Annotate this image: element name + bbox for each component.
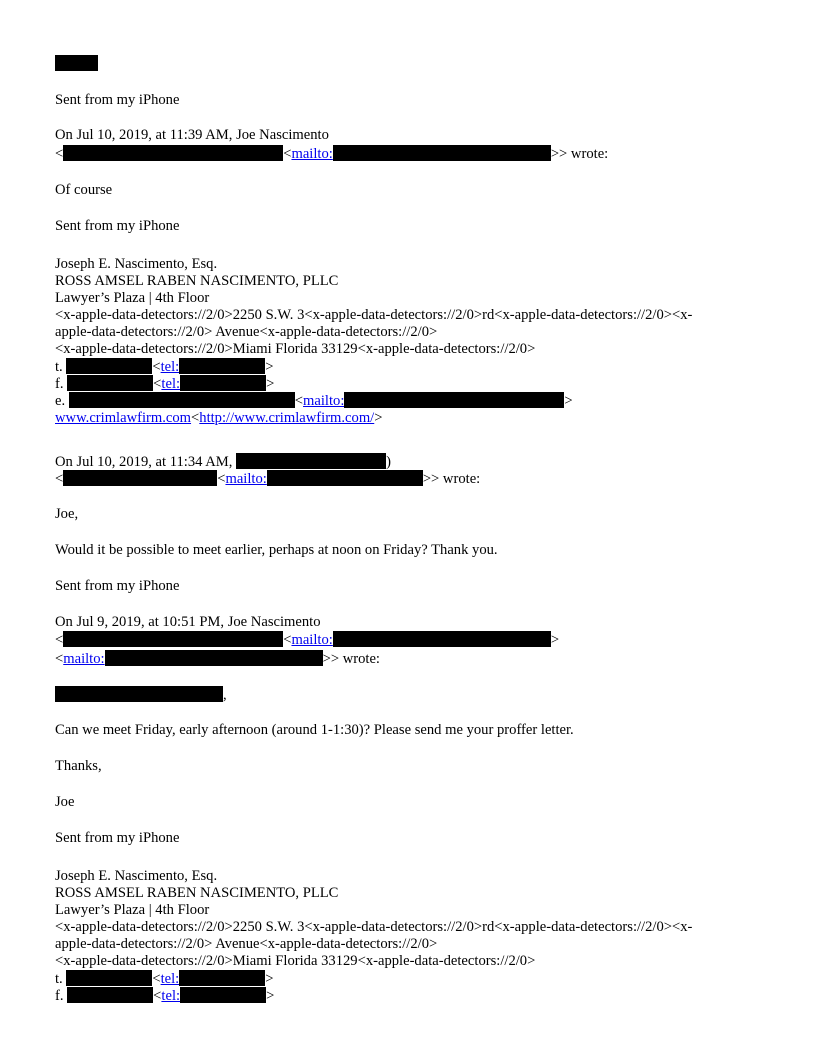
email-header-line: On Jul 10, 2019, at 11:39 AM, Joe Nascimento	[55, 127, 329, 143]
signature-address-line: <x-apple-data-detectors://2/0>Miami Florida 33129<x-apple-data-detectors://2/0>	[55, 953, 536, 969]
email-body: Would it be possible to meet earlier, perhaps at noon on Friday? Thank you.	[55, 542, 498, 558]
email-body: Of course	[55, 182, 113, 198]
redacted-email	[333, 145, 551, 161]
signature-address-line: apple-data-detectors://2/0> Avenue<x-apple-data-detectors://2/0>	[55, 936, 438, 952]
redacted-email	[69, 392, 295, 408]
mailto-link[interactable]: mailto:	[225, 471, 267, 487]
sent-from-line: Sent from my iPhone	[55, 92, 180, 108]
redacted-name-top	[55, 55, 98, 73]
website-link[interactable]: www.crimlawfirm.com	[55, 410, 192, 426]
redacted-email	[105, 650, 323, 666]
redacted-email	[267, 470, 423, 486]
signature-building: Lawyer’s Plaza | 4th Floor	[55, 902, 210, 918]
signature-firm: ROSS AMSEL RABEN NASCIMENTO, PLLC	[55, 273, 339, 289]
mailto-link[interactable]: mailto:	[303, 393, 345, 409]
redacted-phone	[66, 970, 152, 986]
redacted-email	[63, 470, 217, 486]
redacted-name	[236, 453, 386, 469]
signature-building: Lawyer’s Plaza | 4th Floor	[55, 290, 210, 306]
signature-fax-line: f. <tel: >	[55, 988, 275, 1004]
redacted-email	[63, 631, 283, 647]
tel-link[interactable]: tel:	[161, 376, 181, 392]
signature-address-line: <x-apple-data-detectors://2/0>Miami Florida 33129<x-apple-data-detectors://2/0>	[55, 341, 536, 357]
email-header-line: On Jul 10, 2019, at 11:34 AM, )	[55, 454, 391, 470]
redacted-email	[344, 392, 564, 408]
mailto-link[interactable]: mailto:	[291, 632, 333, 648]
signature-address-line: <x-apple-data-detectors://2/0>2250 S.W. 3<x-apple-data-detectors://2/0>rd<x-apple-data-detectors://2/0><x-	[55, 919, 693, 935]
signature-phone-line: t. <tel: >	[55, 359, 274, 375]
tel-link[interactable]: tel:	[160, 359, 180, 375]
signature-email-line: e. <mailto: >	[55, 393, 573, 409]
redacted-name	[55, 686, 223, 702]
redacted-phone	[66, 358, 152, 374]
email-header-address-line: < <mailto: >	[55, 632, 560, 648]
signature-fax-line: f. <tel: >	[55, 376, 275, 392]
signature-address-line: apple-data-detectors://2/0> Avenue<x-apple-data-detectors://2/0>	[55, 324, 438, 340]
redacted-email	[63, 145, 283, 161]
signature-phone-line: t. <tel: >	[55, 971, 274, 987]
sent-from-line: Sent from my iPhone	[55, 218, 180, 234]
redacted-phone	[180, 987, 266, 1003]
email-signoff: Joe	[55, 794, 75, 810]
signature-website-line: www.crimlawfirm.com<http://www.crimlawfirm.com/>	[55, 410, 383, 426]
redacted-phone	[180, 375, 266, 391]
signature-name: Joseph E. Nascimento, Esq.	[55, 256, 218, 272]
email-header-address-line: < <mailto: >> wrote:	[55, 146, 609, 162]
mailto-link[interactable]: mailto:	[63, 651, 105, 667]
mailto-link[interactable]: mailto:	[291, 146, 333, 162]
email-header-address-line: < <mailto: >> wrote:	[55, 471, 481, 487]
signature-address-line: <x-apple-data-detectors://2/0>2250 S.W. 3<x-apple-data-detectors://2/0>rd<x-apple-data-detectors://2/0><x-	[55, 307, 693, 323]
sent-from-line: Sent from my iPhone	[55, 578, 180, 594]
tel-link[interactable]: tel:	[161, 988, 181, 1004]
sent-from-line: Sent from my iPhone	[55, 830, 180, 846]
redacted-phone	[67, 987, 153, 1003]
redacted-email	[333, 631, 551, 647]
redacted-phone	[67, 375, 153, 391]
email-header-line: On Jul 9, 2019, at 10:51 PM, Joe Nascimento	[55, 614, 321, 630]
email-greeting: ,	[55, 686, 227, 704]
signature-firm: ROSS AMSEL RABEN NASCIMENTO, PLLC	[55, 885, 339, 901]
tel-link[interactable]: tel:	[160, 971, 180, 987]
redacted-phone	[179, 970, 265, 986]
email-thanks: Thanks,	[55, 758, 102, 774]
signature-name: Joseph E. Nascimento, Esq.	[55, 868, 218, 884]
redacted-phone	[179, 358, 265, 374]
email-greeting: Joe,	[55, 506, 79, 522]
website-url-link[interactable]: http://www.crimlawfirm.com/	[199, 410, 375, 426]
email-header-address-line: <mailto: >> wrote:	[55, 651, 380, 667]
email-body: Can we meet Friday, early afternoon (around 1-1:30)? Please send me your proffer letter.	[55, 722, 574, 738]
